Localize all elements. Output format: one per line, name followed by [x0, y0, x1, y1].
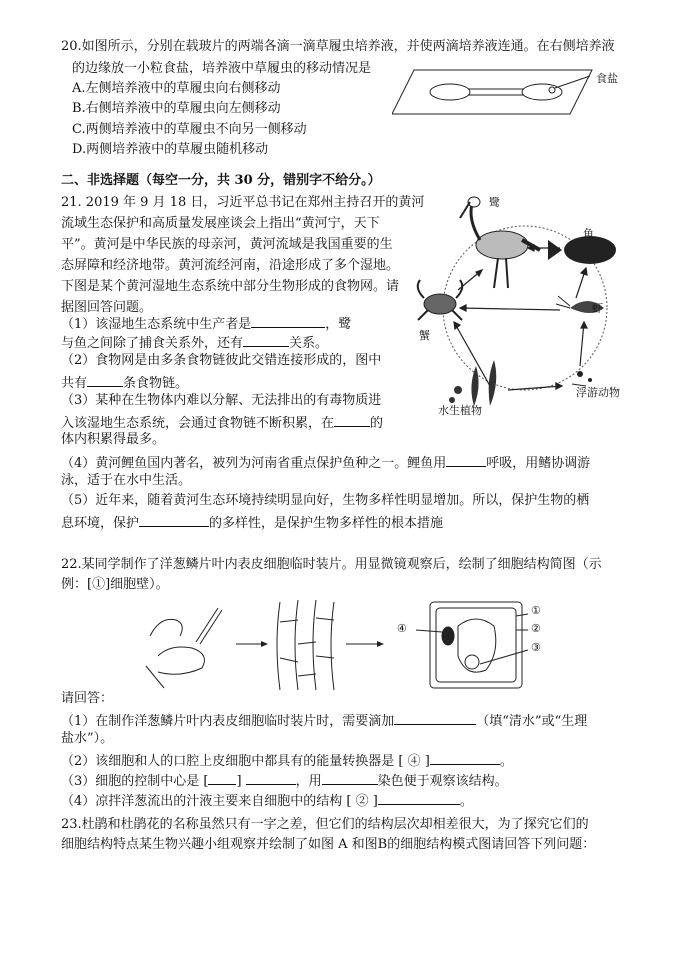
fish-drawing: [548, 236, 616, 264]
cell-mark-2: ②: [531, 622, 541, 635]
q21-stem-line1: 21. 2019 年 9 月 18 日，习近平总书记在郑州主持召开的黄河: [61, 195, 425, 210]
q20-stem-line1: 20.如图所示，分别在载玻片的两端各滴一滴草履虫培养液，并使两滴培养液连通。在右侧培养液: [61, 39, 615, 54]
onion-cell-figure: [140, 596, 540, 692]
food-web-heron-label: 鹭: [489, 196, 500, 209]
heron-drawing: [460, 197, 540, 288]
plant-drawing: [449, 360, 496, 406]
q21-sub5-line2: 息环境，保护 的多样性，是保护生物多样性的根本措施: [61, 512, 443, 533]
q21-stem-line5: 下图是某个黄河湿地生态系统中部分生物形成的食物网。请: [61, 279, 400, 294]
q22-sub3: （3）细胞的控制中心是 [ ] ，用 染色便于观察该结构。: [61, 770, 508, 791]
q21-sub1-line1: （1）该湿地生态系统中生产者是 ，鹭: [61, 313, 351, 334]
q22-sub1-line1: （1）在制作洋葱鳞片叶内表皮细胞临时装片时，需要滴加 （填“清水”或“生理: [61, 710, 587, 731]
q21-sub2-line1: （2）食物网是由多条食物链彼此交错连接形成的，图中: [61, 353, 382, 368]
food-web-fish-label: 鱼: [583, 227, 594, 240]
food-web-shrimp-label: 虾: [592, 302, 603, 315]
q23-stem-line2: 细胞结构特点某生物兴趣小组观察并绘制了如图 A 和图B的细胞结构模式图请回答下列问题：: [61, 837, 596, 852]
crab-drawing: [418, 280, 463, 320]
cell-grid-drawing: [277, 600, 334, 690]
q21-sub5-line1: （5）近年来，随着黄河生态环境持续明显向好，生物多样性明显增加。所以，保护生物的栖: [61, 493, 590, 508]
q22-sub2: （2）该细胞和人的口腔上皮细胞中都具有的能量转换器是 [ ④ ] 。: [61, 750, 513, 771]
q21-sub4-line1: （4）黄河鲤鱼国内著名，被列为河南省重点保护鱼种之一。鲤鱼用 呼吸，用鳍协调游: [61, 452, 590, 473]
q21-sub4-line2: 泳，适于在水中生活。: [61, 473, 192, 488]
q21-stem-line2: 流域生态保护和高质量发展座谈会上指出“黄河宁，天下: [61, 216, 380, 231]
q22-stem-line2: 例：[①]细胞壁）。: [61, 577, 169, 592]
q22-stem-line1: 22.某同学制作了洋葱鳞片叶内表皮细胞临时装片。用显微镜观察后，绘制了细胞结构简图（示: [61, 557, 602, 572]
section-title: 二、非选择题（每空一分，共 30 分，错别字不给分。）: [61, 173, 381, 188]
q22-sub4: （4）凉拌洋葱流出的汁液主要来自细胞中的结构 [ ② ] 。: [61, 790, 473, 811]
q21-stem-line6: 据图回答问题。: [61, 300, 153, 315]
cell-mark-1: ①: [531, 604, 541, 617]
q22-prompt: 请回答：: [61, 691, 114, 706]
cell-mark-3: ③: [531, 641, 541, 654]
cell-mark-4: ④: [397, 622, 407, 635]
q20-stem-line2: 的边缘放一小粒食盐，培养液中草履虫的移动情况是: [72, 61, 372, 76]
q20-option-c: C.两侧培养液中的草履虫不向另一侧移动: [72, 122, 307, 137]
salt-label: 食盐: [596, 72, 618, 85]
q21-sub3-line1: （3）某种在生物体内难以分解、无法排出的有毒物质进: [61, 393, 382, 408]
q23-stem-line1: 23.杜鹃和杜鹃花的名称虽然只有一字之差，但它们的结构层次却相差很大，为了探究它们的: [61, 817, 589, 832]
q21-sub3-line2: 入该湿地生态系统，会通过食物链不断积累，在 的: [61, 412, 383, 433]
q21-sub1-line2: 与鱼之间除了捕食关系外，还有 关系。: [61, 332, 328, 353]
hand-drawing: [146, 608, 222, 688]
q20-option-a: A.左侧培养液中的草履虫向右侧移动: [72, 81, 281, 96]
q21-stem-line4: 态屏障和经济地带。黄河流经河南，沿途形成了多个湿地。: [61, 258, 400, 273]
food-web-plant-label: 水生植物: [438, 404, 482, 417]
q21-sub2-line2: 共有 条食物链。: [61, 372, 188, 393]
q21-stem-line3: 平”。黄河是中华民族的母亲河，黄河流域是我国重要的生: [61, 237, 393, 252]
food-web-crab-label: 蟹: [419, 329, 430, 342]
single-cell-drawing: [416, 602, 528, 688]
q21-sub3-line3: 体内积累得最多。: [61, 432, 166, 447]
q20-option-b: B.右侧培养液中的草履虫向左侧移动: [72, 101, 281, 116]
q20-option-d: D.两侧培养液中的草履虫随机移动: [72, 142, 269, 157]
food-web-zooplankton-label: 浮游动物: [576, 386, 620, 399]
q22-sub1-line2: 盐水”）。: [61, 731, 114, 746]
